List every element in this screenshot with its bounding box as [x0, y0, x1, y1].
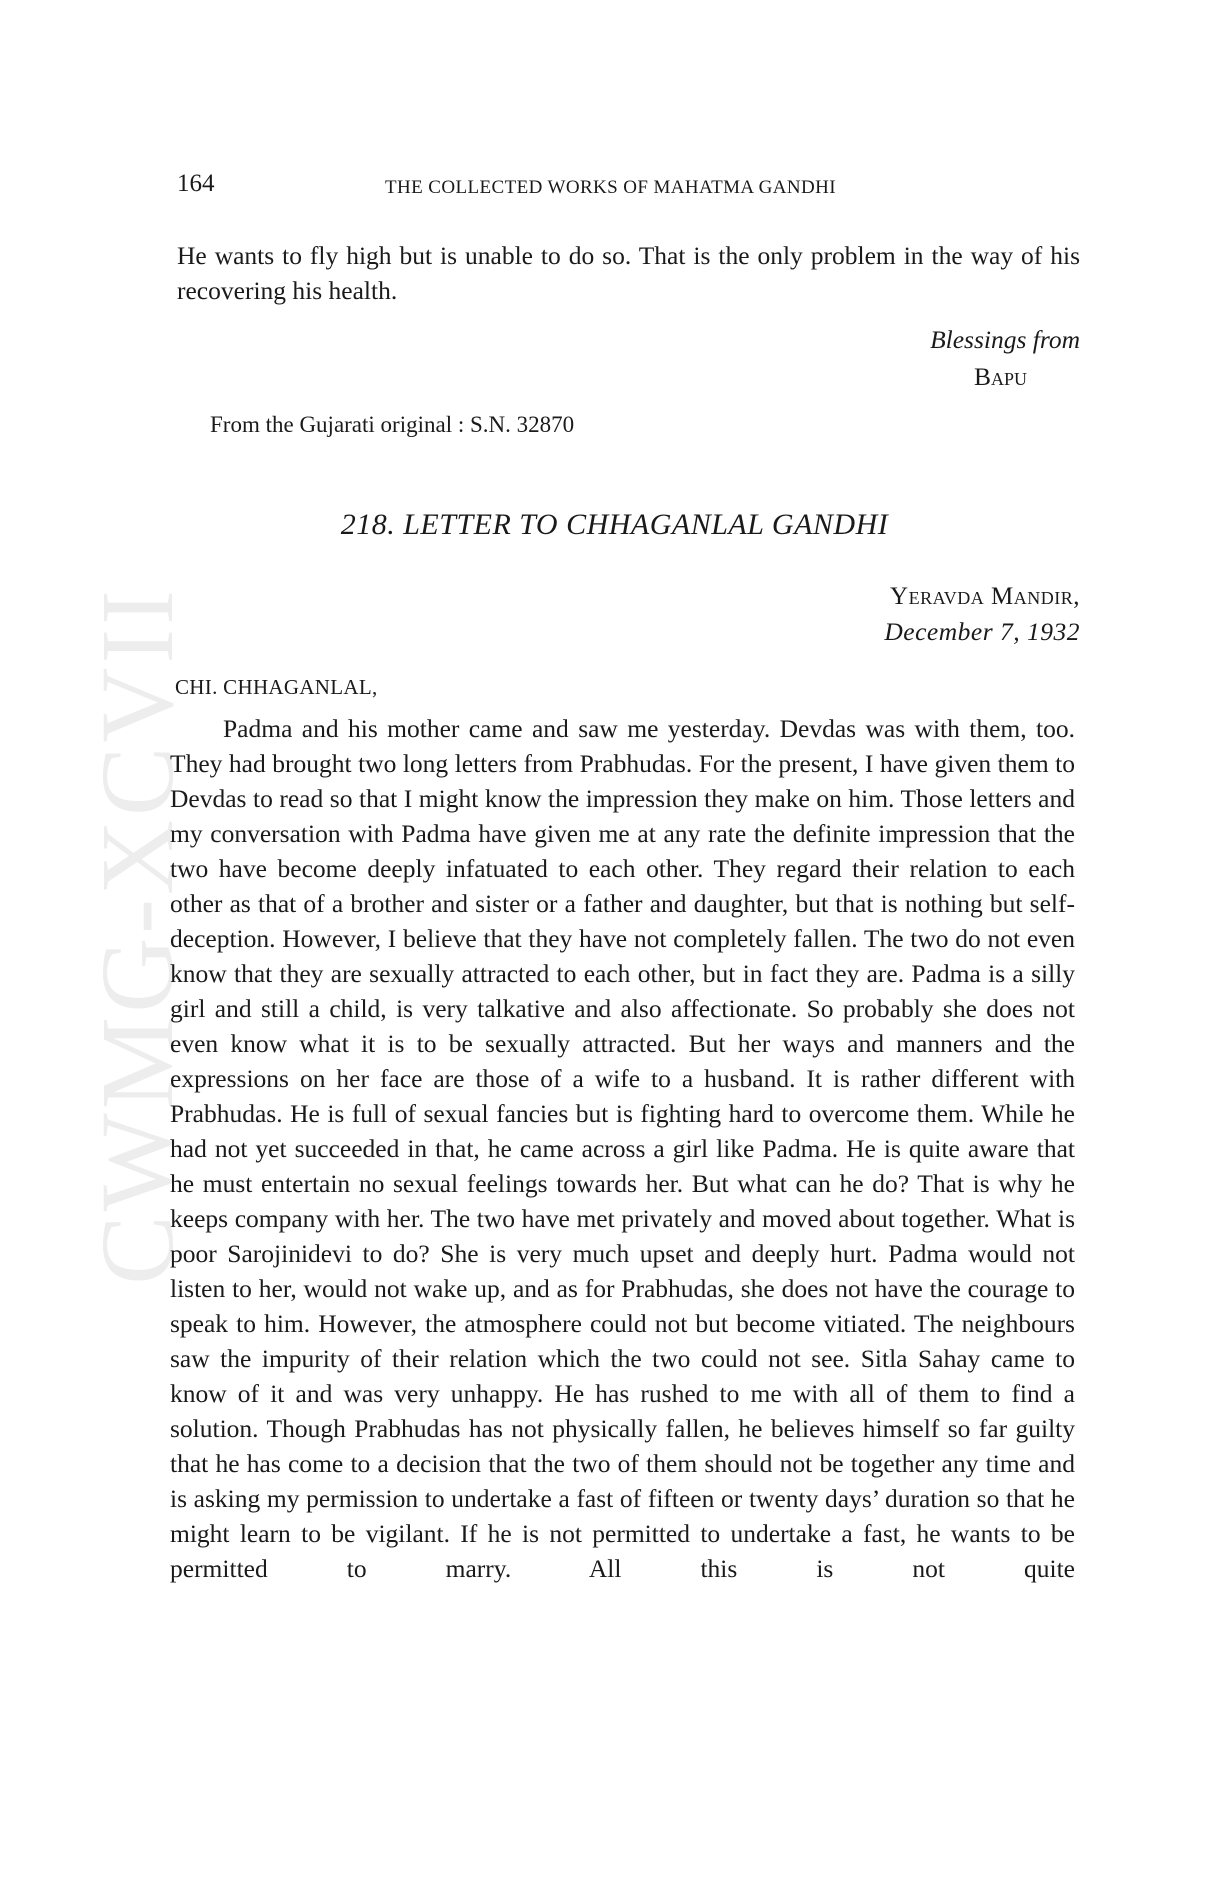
closing-line: Blessings from: [930, 325, 1080, 354]
continued-paragraph: He wants to fly high but is unable to do so. That is the only problem in the way of his recovering his health.: [177, 241, 1080, 305]
source-note: From the Gujarati original : S.N. 32870: [210, 412, 575, 437]
page-number: 164: [177, 170, 215, 197]
letter-title: 218. LETTER TO CHHAGANLAL GANDHI: [340, 508, 889, 541]
watermark: [79, 420, 195, 1450]
running-title: THE COLLECTED WORKS OF MAHATMA GANDHI: [385, 177, 836, 198]
letter-date: December 7, 1932: [884, 617, 1080, 646]
letter-place: Yeravda Mandir,: [890, 583, 1080, 610]
letter-salutation: CHI. CHHAGANLAL,: [175, 675, 378, 699]
watermark-text: CWMG-XCVII: [79, 585, 195, 1285]
closing-signature: Bapu: [973, 362, 1027, 391]
letter-body: Padma and his mother came and saw me yesterday. Devdas was with them, too. They had brought two long letters from Prabhudas. For the present, I have given them to Devdas to read so that I might know the impression they make on him. Those letters and my conversation with Padma have given me at any rate the definite impression that the two have become deeply infatuated to each other. They regard their relation to each other as that of a brother and sister or a father and daughter, but that is nothing but self-deception. However, I believe that they have not completely fallen. The two do not even know that they are sexually attracted to each other, but in fact they are. Padma is a silly girl and still a child, is very talkative and also affectionate. So probably she does not even know what it is to be sexually attracted. But her ways and manners and the expressions on her face are those of a wife to a husband. It is rather different with Prabhudas. He is full of sexual fancies but is fighting hard to overcome them. While he had not yet succeeded in that, he came across a girl like Padma. He is quite aware that he must entertain no sexual feelings towards her. But what can he do? That is why he keeps company with her. The two have met privately and moved about together. What is poor Sarojinidevi to do? She is very much upset and deeply hurt. Padma would not listen to her, would not wake up, and as for Prabhudas, she does not have the courage to speak to him. However, the atmosphere could not but become vitiated. The neighbours saw the impurity of their relation which the two could not see. Sitla Sahay came to know of it and was very unhappy. He has rushed to me with all of them to find a solution. Though Prabhudas has not physically fallen, he believes himself so far guilty that he has come to a decision that the two of them should not be together any time and is asking my permission to undertake a fast of fifteen or twenty days’ duration so that he might learn to be vigilant. If he is not permitted to undertake a fast, he wants to be permitted to marry. All this is not quite: [170, 714, 1075, 1583]
